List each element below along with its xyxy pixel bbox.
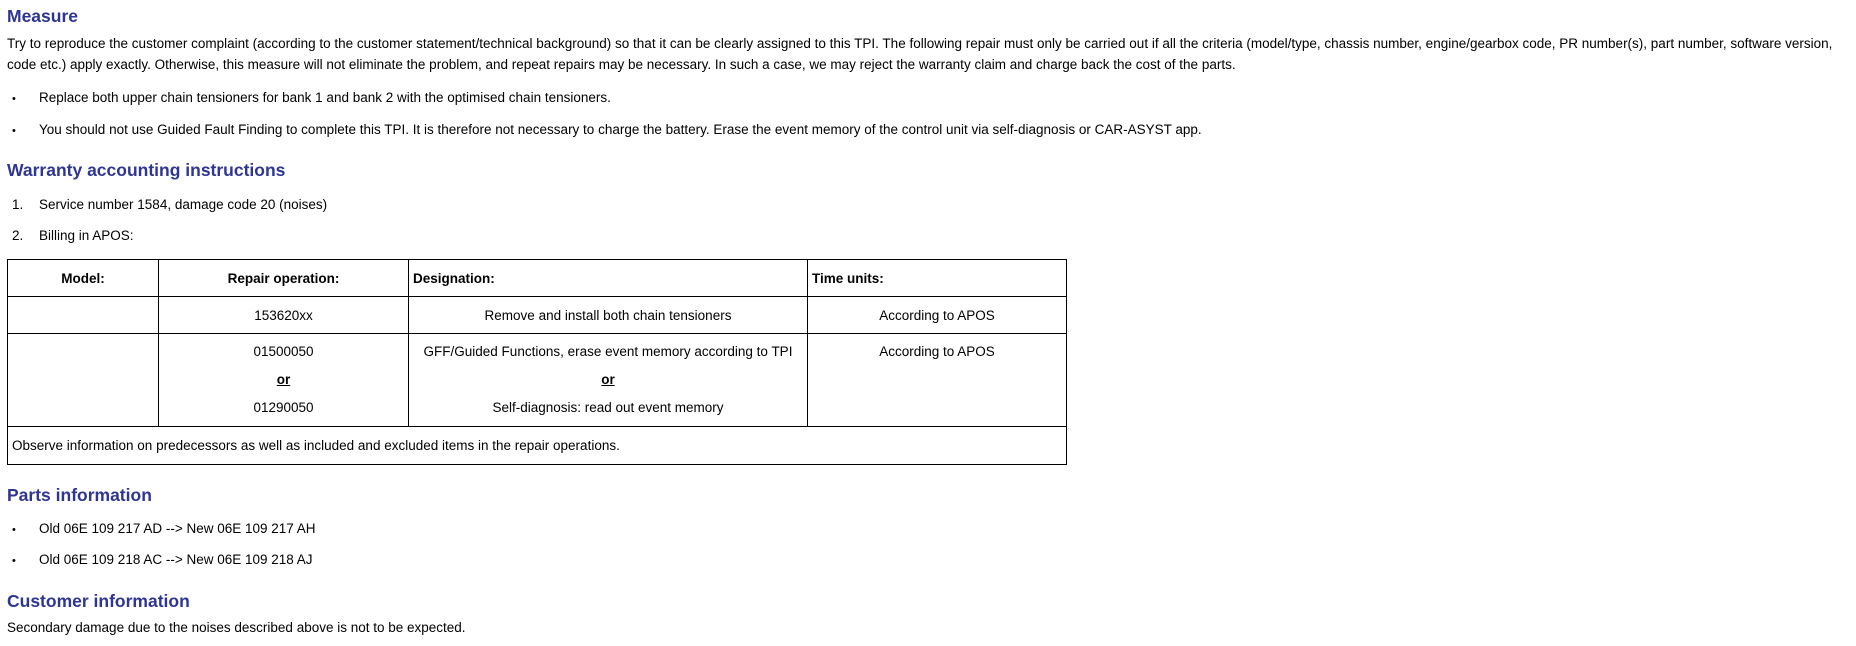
header-repair-operation: Repair operation: (159, 260, 409, 297)
designation-b: Self-diagnosis: read out event memory (492, 400, 724, 415)
customer-heading: Customer information (7, 591, 190, 611)
operation-b: 01290050 (253, 400, 314, 415)
or-label: or (276, 372, 291, 387)
table-row (8, 334, 1067, 427)
cell-designation (409, 334, 808, 427)
apos-table (7, 259, 1067, 465)
measure-heading: Measure (7, 6, 79, 26)
bullet-icon: • (12, 125, 16, 137)
bullet-icon: • (12, 524, 16, 536)
table-footer-row (8, 427, 1067, 465)
measure-bullet-2: • You should not use Guided Fault Finding to complete this TPI. It is therefore not necessary to charge the battery. Erase the event memory of the control unit via self-diagnosis or CAR-ASYST app. (7, 121, 1202, 140)
or-label: or (601, 372, 615, 387)
header-model: Model: (8, 260, 159, 297)
measure-bullet-1: • Replace both upper chain tensioners for bank 1 and bank 2 with the optimised chain tensioners. (7, 89, 611, 108)
operation-a: 01500050 (253, 344, 314, 359)
cell-time: According to APOS (808, 297, 1067, 334)
designation-a: GFF/Guided Functions, erase event memory according to TPI (423, 344, 793, 359)
cell-operation (159, 334, 409, 427)
bullet-icon: • (12, 93, 16, 105)
header-designation: Designation: (409, 260, 808, 297)
warranty-item-1: 1. Service number 1584, damage code 20 (noises) (12, 197, 328, 212)
parts-bullet-2: • Old 06E 109 218 AC --> New 06E 109 218 AJ (7, 551, 313, 570)
table-row (8, 297, 1067, 334)
parts-heading: Parts information (7, 485, 152, 505)
table-footer-note: Observe information on predecessors as well as included and excluded items in the repair operations. (8, 427, 1067, 465)
bullet-icon: • (12, 555, 16, 567)
cell-designation: Remove and install both chain tensioners (409, 297, 808, 334)
cell-time: According to APOS (808, 334, 1067, 427)
customer-paragraph: Secondary damage due to the noises described above is not to be expected. (7, 620, 466, 635)
cell-operation: 153620xx (159, 297, 409, 334)
table-header-row (8, 260, 1067, 297)
parts-bullet-1: • Old 06E 109 217 AD --> New 06E 109 217 AH (7, 520, 316, 539)
warranty-heading: Warranty accounting instructions (7, 160, 286, 180)
cell-model (8, 334, 159, 427)
header-time-units: Time units: (808, 260, 1067, 297)
cell-model (8, 297, 159, 334)
warranty-item-2: 2. Billing in APOS: (12, 228, 134, 243)
measure-paragraph: Try to reproduce the customer complaint (according to the customer statement/technical background) so that it can be clearly assigned to this TPI. The following repair must only be carried out if all the criteria (model/type, chassis number, engine/gearbox code, PR number(s), part number, software version, code etc.) apply exactly. Otherwise, this measure will not eliminate the problem, and repeat repairs may be necessary. In such a case, we may reject the warranty claim and charge back the cost of the parts. (7, 36, 1833, 72)
